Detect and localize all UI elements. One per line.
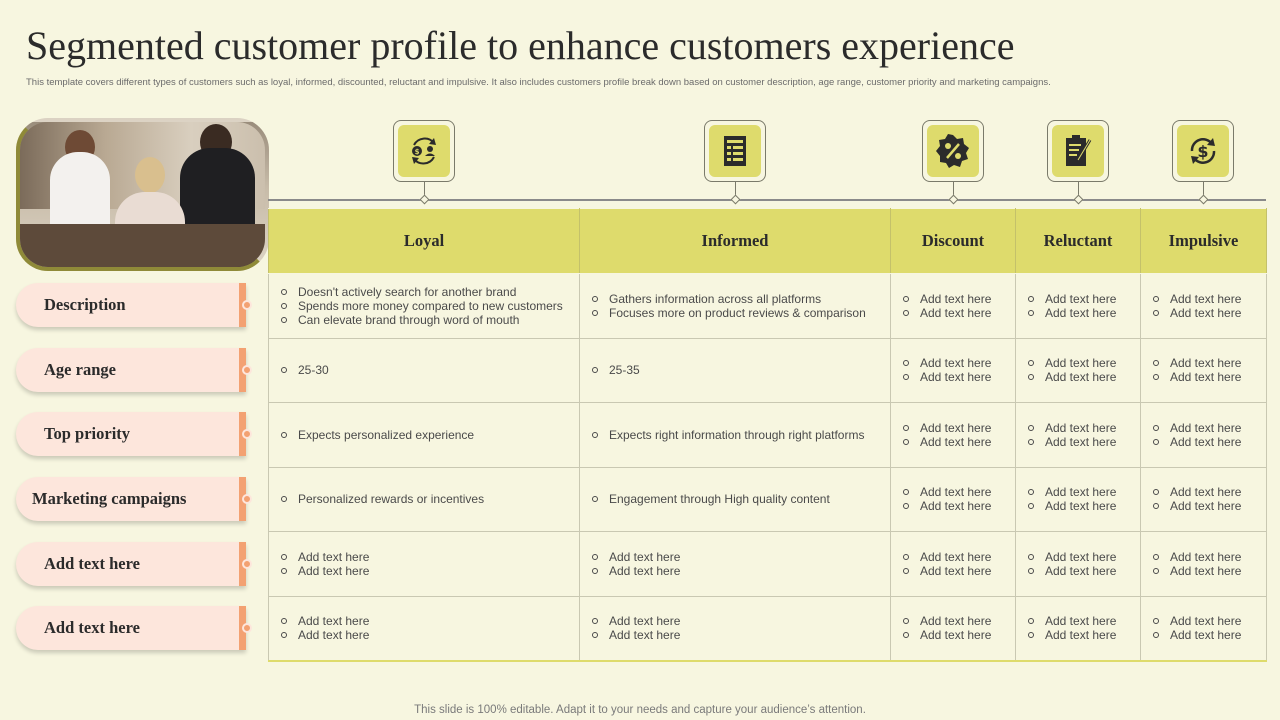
bullet-item: Add text here <box>590 564 882 578</box>
bullet-item: Add text here <box>1151 356 1258 370</box>
table-cell <box>1141 338 1267 403</box>
bullet-list <box>1026 614 1132 642</box>
bullet-list <box>590 292 882 320</box>
footer-note: This slide is 100% editable. Adapt it to your needs and capture your audience’s attention. <box>414 704 866 716</box>
table-cell <box>1141 532 1267 597</box>
bullet-item: Add text here <box>1151 421 1258 435</box>
bullet-list <box>1026 421 1132 449</box>
team-photo <box>16 118 269 271</box>
bullet-list <box>1026 485 1132 513</box>
table-cell <box>891 338 1016 403</box>
row-label-marketing-campaigns: Marketing campaigns <box>16 477 246 521</box>
table-cell <box>1016 403 1141 468</box>
table-cell <box>580 338 891 403</box>
bullet-item: Add text here <box>901 628 1007 642</box>
bullet-item: Spends more money compared to new customers <box>279 299 571 313</box>
bullet-list <box>901 421 1007 449</box>
table-cell <box>1141 274 1267 339</box>
table-cell <box>580 596 891 661</box>
bullet-item: Personalized rewards or incentives <box>279 492 571 506</box>
bullet-item: Add text here <box>1026 550 1132 564</box>
bullet-item: Add text here <box>1026 292 1132 306</box>
bullet-item: Add text here <box>590 614 882 628</box>
dollar-cycle-users-icon <box>393 120 455 182</box>
bullet-list <box>590 492 882 506</box>
clipboard-pen-icon <box>1047 120 1109 182</box>
row-label-add-text-1: Add text here <box>16 542 246 586</box>
bullet-item: Add text here <box>1026 485 1132 499</box>
bullet-item: Add text here <box>590 628 882 642</box>
bullet-list <box>1151 485 1258 513</box>
bullet-item: Add text here <box>1026 564 1132 578</box>
bullet-list <box>1026 292 1132 320</box>
bullet-item: Add text here <box>901 306 1007 320</box>
table-cell <box>1016 338 1141 403</box>
bullet-item: Add text here <box>1151 435 1258 449</box>
table-cell <box>1016 596 1141 661</box>
bullet-item: Add text here <box>901 485 1007 499</box>
bullet-list <box>590 428 882 442</box>
table-row <box>269 338 1267 403</box>
table-cell <box>1016 467 1141 532</box>
svg-text:$: $ <box>414 148 420 156</box>
bullet-item: Add text here <box>901 564 1007 578</box>
bullet-item: Add text here <box>1026 421 1132 435</box>
bullet-item: Add text here <box>279 550 571 564</box>
bullet-list <box>1151 550 1258 578</box>
bullet-item: Engagement through High quality content <box>590 492 882 506</box>
page-subtitle: This template covers different types of customers such as loyal, informed, discounted, reluctant and impulsive. It also includes customers profile break down based on customer description, age range, customer priority and marketing campaigns. <box>26 77 1051 88</box>
bullet-list <box>590 363 882 377</box>
table-row <box>269 532 1267 597</box>
bullet-item: Add text here <box>590 550 882 564</box>
bullet-item: Add text here <box>1151 485 1258 499</box>
table-cell <box>1141 467 1267 532</box>
bullet-item: Add text here <box>1026 628 1132 642</box>
document-checklist-icon <box>704 120 766 182</box>
bullet-item: Add text here <box>1026 306 1132 320</box>
bullet-item: Expects right information through right platforms <box>590 428 882 442</box>
bullet-item: Add text here <box>901 421 1007 435</box>
table-cell <box>269 467 580 532</box>
table-row <box>269 403 1267 468</box>
bullet-item: Add text here <box>279 628 571 642</box>
bullet-item: Add text here <box>901 292 1007 306</box>
bullet-item: Add text here <box>1151 370 1258 384</box>
table-cell <box>1141 403 1267 468</box>
bullet-item: Doesn't actively search for another brand <box>279 285 571 299</box>
table-cell <box>1016 532 1141 597</box>
bullet-item: Add text here <box>1151 564 1258 578</box>
bullet-item: 25-30 <box>279 363 571 377</box>
row-label-top-priority: Top priority <box>16 412 246 456</box>
table-cell <box>269 532 580 597</box>
table-cell <box>891 403 1016 468</box>
table-cell <box>269 403 580 468</box>
bullet-item: Focuses more on product reviews & comparison <box>590 306 882 320</box>
bullet-item: Add text here <box>1026 356 1132 370</box>
bullet-item: Add text here <box>1026 614 1132 628</box>
row-label-add-text-2: Add text here <box>16 606 246 650</box>
bullet-item: Add text here <box>1151 614 1258 628</box>
table-cell <box>891 274 1016 339</box>
bullet-list <box>901 356 1007 384</box>
table-cell <box>580 403 891 468</box>
bullet-item: Add text here <box>901 499 1007 513</box>
row-label-age-range: Age range <box>16 348 246 392</box>
bullet-item: 25-35 <box>590 363 882 377</box>
table-cell <box>891 596 1016 661</box>
column-header-informed: Informed <box>580 209 891 274</box>
page-title: Segmented customer profile to enhance customers experience <box>26 23 1015 68</box>
bullet-list <box>901 485 1007 513</box>
bullet-list <box>1026 356 1132 384</box>
table-cell <box>580 274 891 339</box>
bullet-list <box>1151 356 1258 384</box>
bullet-list <box>1026 550 1132 578</box>
bullet-item: Add text here <box>1151 628 1258 642</box>
percent-badge-icon <box>922 120 984 182</box>
table-cell <box>1141 596 1267 661</box>
timeline-line <box>268 199 1266 201</box>
bullet-item: Add text here <box>1026 499 1132 513</box>
svg-text:$: $ <box>1197 142 1209 161</box>
column-header-reluctant: Reluctant <box>1016 209 1141 274</box>
table-cell <box>269 596 580 661</box>
bullet-item: Add text here <box>1151 499 1258 513</box>
bullet-list <box>279 363 571 377</box>
bullet-item: Gathers information across all platforms <box>590 292 882 306</box>
table-header-row <box>269 209 1267 274</box>
bullet-list <box>901 550 1007 578</box>
bullet-item: Add text here <box>901 356 1007 370</box>
column-header-discount: Discount <box>891 209 1016 274</box>
bullet-list <box>279 614 571 642</box>
bullet-item: Add text here <box>1151 292 1258 306</box>
bullet-item: Add text here <box>901 370 1007 384</box>
table-cell <box>580 532 891 597</box>
table-cell <box>269 274 580 339</box>
dollar-refresh-icon <box>1172 120 1234 182</box>
bullet-item: Add text here <box>901 435 1007 449</box>
column-header-impulsive: Impulsive <box>1141 209 1267 274</box>
customer-profile-table <box>268 208 1267 662</box>
bullet-list <box>279 428 571 442</box>
bullet-list <box>590 614 882 642</box>
table-row <box>269 274 1267 339</box>
row-label-description: Description <box>16 283 246 327</box>
bullet-list <box>901 292 1007 320</box>
bullet-list <box>1151 421 1258 449</box>
table-row <box>269 596 1267 661</box>
bullet-item: Can elevate brand through word of mouth <box>279 313 571 327</box>
column-header-loyal: Loyal <box>269 209 580 274</box>
bullet-item: Add text here <box>1151 306 1258 320</box>
bullet-item: Expects personalized experience <box>279 428 571 442</box>
bullet-list <box>279 285 571 327</box>
table-cell <box>1016 274 1141 339</box>
bullet-item: Add text here <box>1026 370 1132 384</box>
bullet-item: Add text here <box>1151 550 1258 564</box>
bullet-list <box>279 492 571 506</box>
bullet-list <box>590 550 882 578</box>
table-cell <box>891 467 1016 532</box>
bullet-list <box>901 614 1007 642</box>
bullet-item: Add text here <box>901 614 1007 628</box>
table-cell <box>580 467 891 532</box>
bullet-list <box>1151 614 1258 642</box>
table-cell <box>269 338 580 403</box>
bullet-item: Add text here <box>1026 435 1132 449</box>
table-row <box>269 467 1267 532</box>
bullet-list <box>1151 292 1258 320</box>
bullet-item: Add text here <box>901 550 1007 564</box>
table-cell <box>891 532 1016 597</box>
bullet-item: Add text here <box>279 564 571 578</box>
bullet-list <box>279 550 571 578</box>
bullet-item: Add text here <box>279 614 571 628</box>
